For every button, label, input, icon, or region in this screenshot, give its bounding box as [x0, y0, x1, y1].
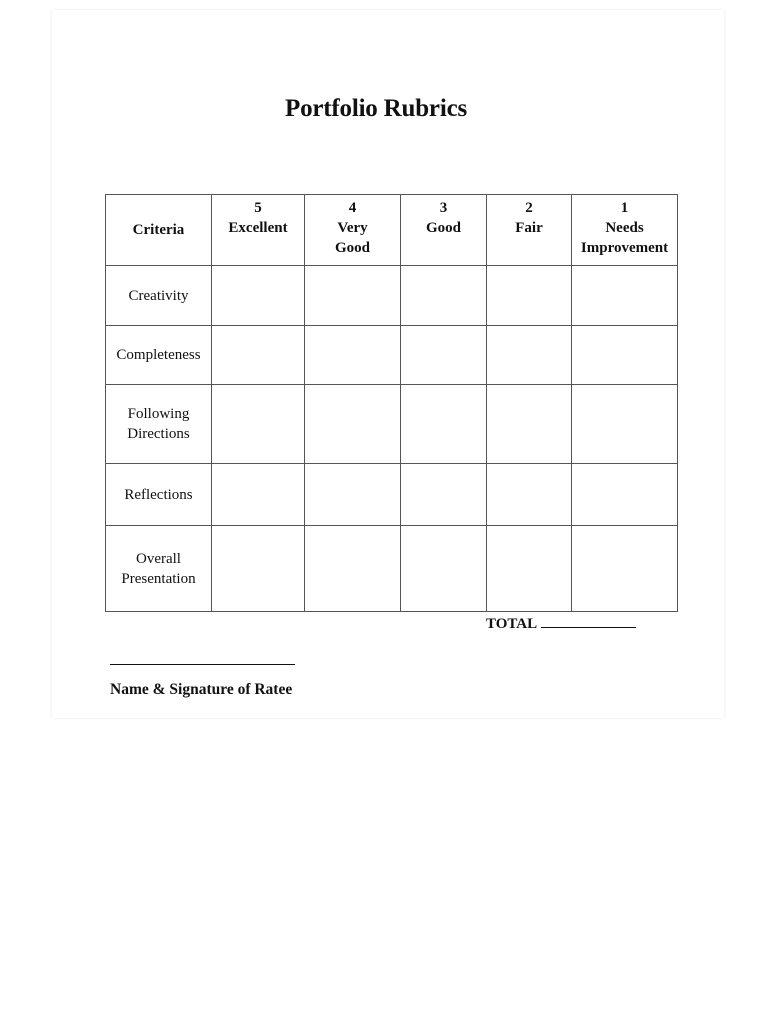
table-row: [106, 326, 678, 385]
table-row: [106, 385, 678, 464]
score-cell[interactable]: [212, 526, 305, 612]
score-cell[interactable]: [401, 266, 487, 326]
score-cell[interactable]: [487, 266, 572, 326]
score-cell[interactable]: [212, 464, 305, 526]
header-row: [106, 195, 678, 266]
score-cell[interactable]: [487, 464, 572, 526]
table-row: [106, 266, 678, 326]
score-cell[interactable]: [305, 526, 401, 612]
header-good: 3 Good: [401, 195, 487, 266]
header-needs-improvement: 1 Needs Improvement: [572, 195, 678, 266]
criterion-completeness: Completeness: [106, 326, 212, 385]
score-cell[interactable]: [487, 526, 572, 612]
score-cell[interactable]: [305, 385, 401, 464]
score-cell[interactable]: [572, 326, 678, 385]
score-cell[interactable]: [401, 385, 487, 464]
score-cell[interactable]: [212, 266, 305, 326]
criterion-reflections: Reflections: [106, 464, 212, 526]
criterion-following-directions: Following Directions: [106, 385, 212, 464]
score-cell[interactable]: [401, 464, 487, 526]
score-cell[interactable]: [487, 385, 572, 464]
score-cell[interactable]: [487, 326, 572, 385]
criterion-creativity: Creativity: [106, 266, 212, 326]
document-title: Portfolio Rubrics: [285, 95, 467, 122]
total-label: TOTAL: [486, 616, 538, 632]
score-cell[interactable]: [572, 526, 678, 612]
signature-line[interactable]: [110, 664, 295, 665]
score-cell[interactable]: [401, 526, 487, 612]
header-criteria: Criteria: [106, 195, 212, 266]
header-very-good: 4 Very Good: [305, 195, 401, 266]
score-cell[interactable]: [212, 326, 305, 385]
score-cell[interactable]: [305, 326, 401, 385]
criterion-overall-presentation: Overall Presentation: [106, 526, 212, 612]
score-cell[interactable]: [305, 464, 401, 526]
score-cell[interactable]: [572, 266, 678, 326]
header-excellent: 5 Excellent: [212, 195, 305, 266]
header-fair: 2 Fair: [487, 195, 572, 266]
table-row: [106, 526, 678, 612]
score-cell[interactable]: [572, 385, 678, 464]
total-field: [486, 612, 636, 633]
total-blank-line[interactable]: [541, 612, 636, 628]
score-cell[interactable]: [401, 326, 487, 385]
score-cell[interactable]: [572, 464, 678, 526]
score-cell[interactable]: [305, 266, 401, 326]
rubric-table: [105, 194, 678, 612]
signature-label: Name & Signature of Ratee: [110, 681, 293, 698]
score-cell[interactable]: [212, 385, 305, 464]
table-row: [106, 464, 678, 526]
